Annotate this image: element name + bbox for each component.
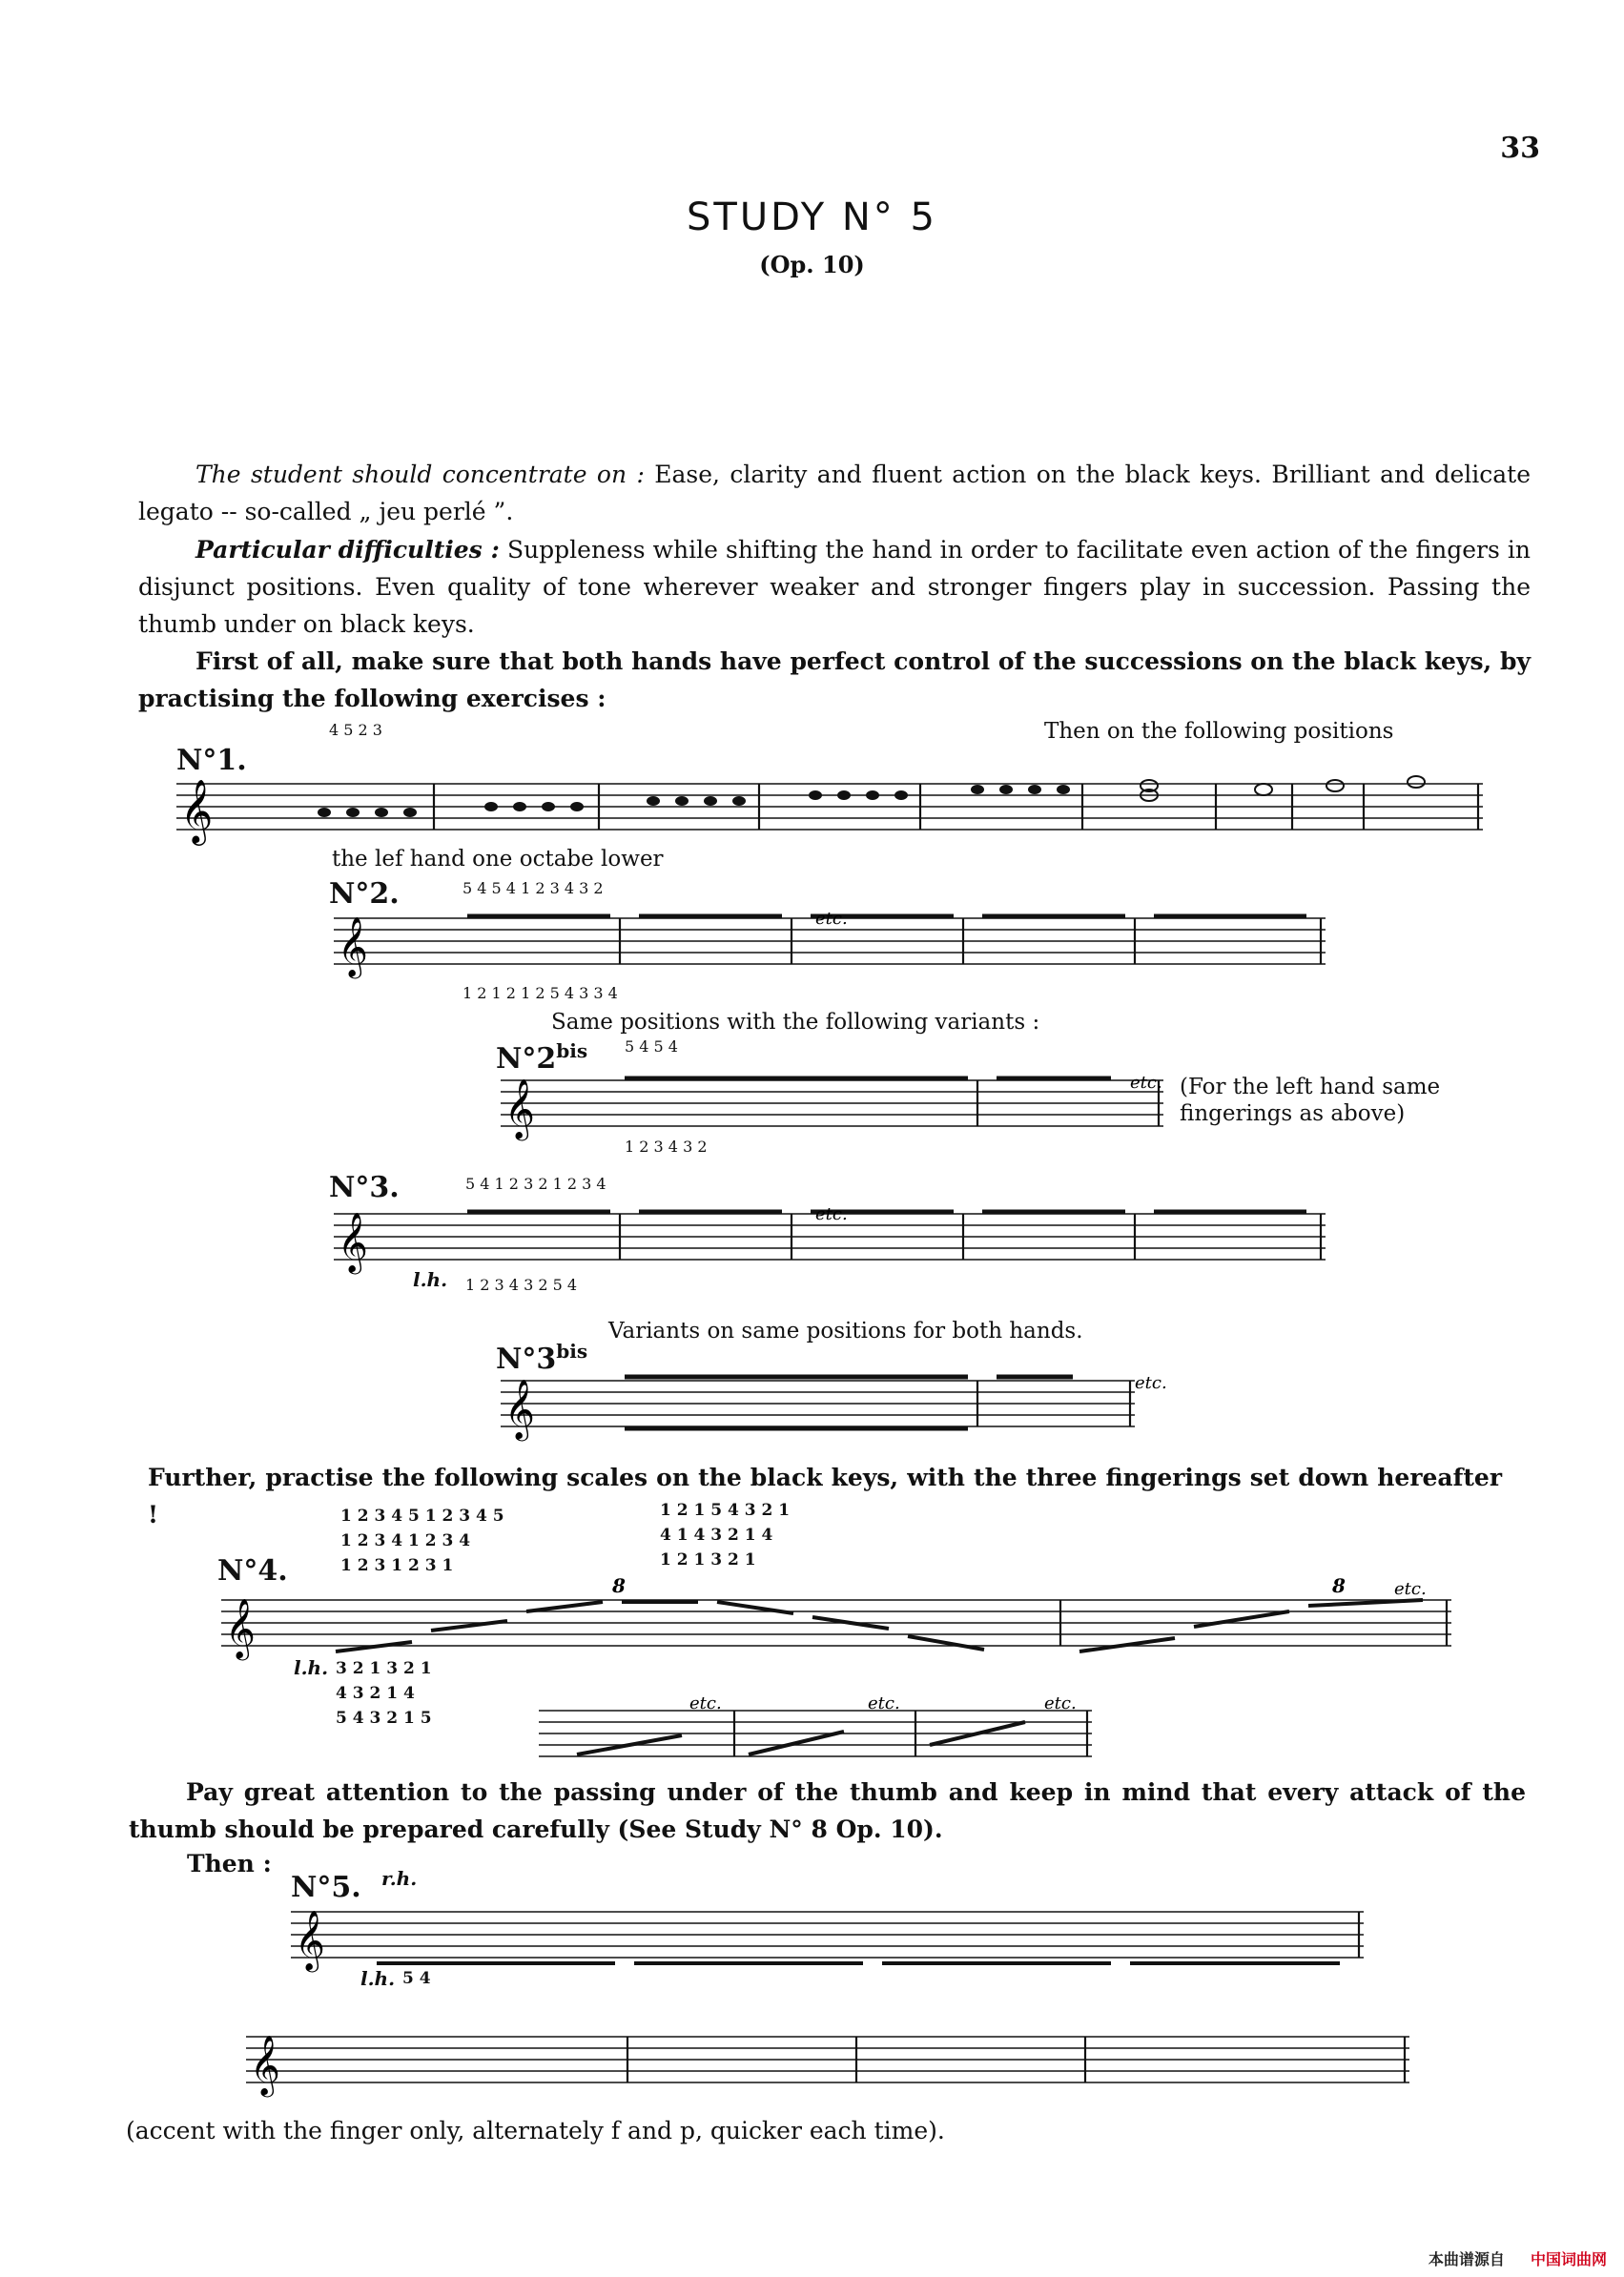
no3-fingering-top: 5 4 1 2 3 2 1 2 3 4	[465, 1175, 606, 1193]
no4-desc-fingering-2: 4 1 4 3 2 1 4	[660, 1526, 773, 1545]
no1-staff	[176, 774, 1488, 851]
no2bis-note: (For the left hand same fingerings as above)	[1180, 1075, 1441, 1126]
no1-staff-lines	[176, 784, 1483, 830]
right-margin-watermark	[1609, 38, 1622, 2231]
no4-etc: etc.	[1394, 1579, 1427, 1599]
treble-clef-icon: 𝄞	[295, 1910, 325, 1970]
no2bis-etc: etc.	[1130, 1073, 1162, 1093]
no3-fingering-bottom: 1 2 3 4 3 2 5 4	[465, 1276, 578, 1294]
no4-lower-etc-2: etc.	[868, 1693, 900, 1713]
no4-lower-etc-3: etc.	[1044, 1693, 1077, 1713]
page-subtitle: (Op. 10)	[759, 251, 865, 278]
no5-rh-mark: r.h.	[381, 1867, 418, 1890]
no1-caption-above: Then on the following positions	[1044, 719, 1394, 744]
no3bis-label-sup: bis	[556, 1340, 588, 1363]
no3-label: N°3.	[329, 1171, 400, 1204]
no4-lower-etc-1: etc.	[689, 1693, 722, 1713]
no2bis-fingering-top: 5 4 5 4	[625, 1037, 678, 1056]
no1-label: N°1.	[176, 744, 247, 777]
no3-staff	[334, 1206, 1335, 1273]
no2bis-staff	[501, 1073, 1168, 1139]
no3bis-label-text: N°3	[496, 1343, 557, 1376]
scales-intro: Further, practise the following scales on the black keys, with the three fingerings set down hereafter !	[148, 1464, 1502, 1528]
no4-rh-fingering-1: 1 2 3 4 5 1 2 3 4 5	[340, 1507, 504, 1526]
no5-lh-fingering: 5 4	[402, 1969, 431, 1988]
intro-body-1: Ease, clarity and fluent action on the black keys. Brilliant and delicate legato -- so-called „ jeu perlé ”.	[138, 461, 1531, 525]
footer-site: 中国词曲网	[1530, 2250, 1607, 2268]
no2bis-fingering-bottom: 1 2 3 4 3 2	[625, 1138, 708, 1156]
no2bis-label-text: N°2	[496, 1042, 557, 1076]
left-margin-watermark	[4, 38, 17, 2231]
no2bis-label	[496, 1039, 587, 1076]
footer-source: 本曲谱源自	[1428, 2250, 1505, 2268]
no5-lh-mark: l.h.	[360, 1967, 396, 1990]
intro-lead-1: The student should concentrate on :	[195, 461, 645, 488]
no3-lh-mark: l.h.	[413, 1268, 448, 1291]
no5-second-staff	[246, 2021, 1419, 2098]
no5-label: N°5.	[291, 1871, 361, 1904]
no4-lh-mark: l.h.	[294, 1656, 329, 1679]
then-label: Then :	[187, 1850, 272, 1877]
treble-clef-icon: 𝄞	[504, 1379, 535, 1439]
no2-staff	[334, 911, 1335, 977]
no4-label: N°4.	[217, 1554, 288, 1588]
closing-text: (accent with the finger only, alternately f and p, quicker each time).	[126, 2117, 945, 2144]
intro-lead-2: Particular difficulties :	[195, 536, 500, 564]
no4-lh-fingering-3: 5 4 3 2 1 5	[336, 1709, 432, 1728]
no4-rh-fingering-3: 1 2 3 1 2 3 1	[340, 1556, 454, 1575]
no4-desc-fingering-3: 1 2 1 3 2 1	[660, 1550, 756, 1569]
intro-paragraph-3: First of all, make sure that both hands have perfect control of the successions on the black keys, by practising the following exercises :	[138, 647, 1531, 712]
no4-octave-mark-2: 8	[1332, 1574, 1346, 1597]
no1-caption-below: the lef hand one octabe lower	[332, 847, 664, 872]
intro-body-2: Suppleness while shifting the hand in order to facilitate even action of the fingers in disjunct positions. Even quality of tone wherever weaker and stronger fingers play in succession. Passing the thumb under on black keys.	[138, 536, 1531, 638]
treble-clef-icon: 𝄞	[180, 778, 214, 843]
treble-clef-icon: 𝄞	[338, 1212, 368, 1272]
no3bis-label	[496, 1340, 587, 1376]
treble-clef-icon: 𝄞	[225, 1598, 256, 1658]
no4-staff	[221, 1574, 1461, 1664]
no3bis-etc: etc.	[1135, 1373, 1167, 1393]
no2-caption-below: Same positions with the following variants :	[551, 1010, 1040, 1035]
treble-clef-icon: 𝄞	[504, 1078, 535, 1138]
no2-fingering-bottom: 1 2 1 2 1 2 5 4 3 3 4	[463, 984, 618, 1002]
page-number: 33	[1500, 132, 1540, 165]
no4-desc-fingering-1: 1 2 1 5 4 3 2 1	[660, 1501, 791, 1520]
no3-etc: etc.	[815, 1204, 848, 1224]
no3-caption-below: Variants on same positions for both hands.	[608, 1319, 1083, 1344]
intro-paragraph-1	[138, 456, 1531, 530]
no4-rh-fingering-2: 1 2 3 4 1 2 3 4	[340, 1531, 471, 1550]
thumb-paragraph: Pay great attention to the passing under of the thumb and keep in mind that every attack of the thumb should be prepared carefully (See Study N° 8 Op. 10).	[129, 1778, 1526, 1843]
no4-octave-mark-1: 8	[612, 1574, 626, 1597]
no5-staff	[291, 1902, 1368, 1969]
no2-etc: etc.	[815, 909, 848, 929]
no3bis-staff	[501, 1373, 1187, 1440]
no2-label: N°2.	[329, 877, 400, 911]
no4-lh-fingering-2: 4 3 2 1 4	[336, 1684, 415, 1703]
footer	[1429, 2247, 1607, 2269]
no4-lower-staff	[539, 1693, 1101, 1764]
treble-clef-icon: 𝄞	[338, 916, 368, 976]
no2bis-label-sup: bis	[556, 1039, 588, 1062]
no1-fingering: 4 5 2 3	[329, 721, 382, 739]
no4-lh-fingering-1: 3 2 1 3 2 1	[336, 1659, 432, 1678]
treble-clef-icon: 𝄞	[250, 2035, 280, 2095]
intro-paragraph-2	[138, 531, 1531, 643]
no2-fingering-top: 5 4 5 4 1 2 3 4 3 2	[463, 879, 604, 897]
page-title: STUDY N° 5	[687, 195, 937, 239]
